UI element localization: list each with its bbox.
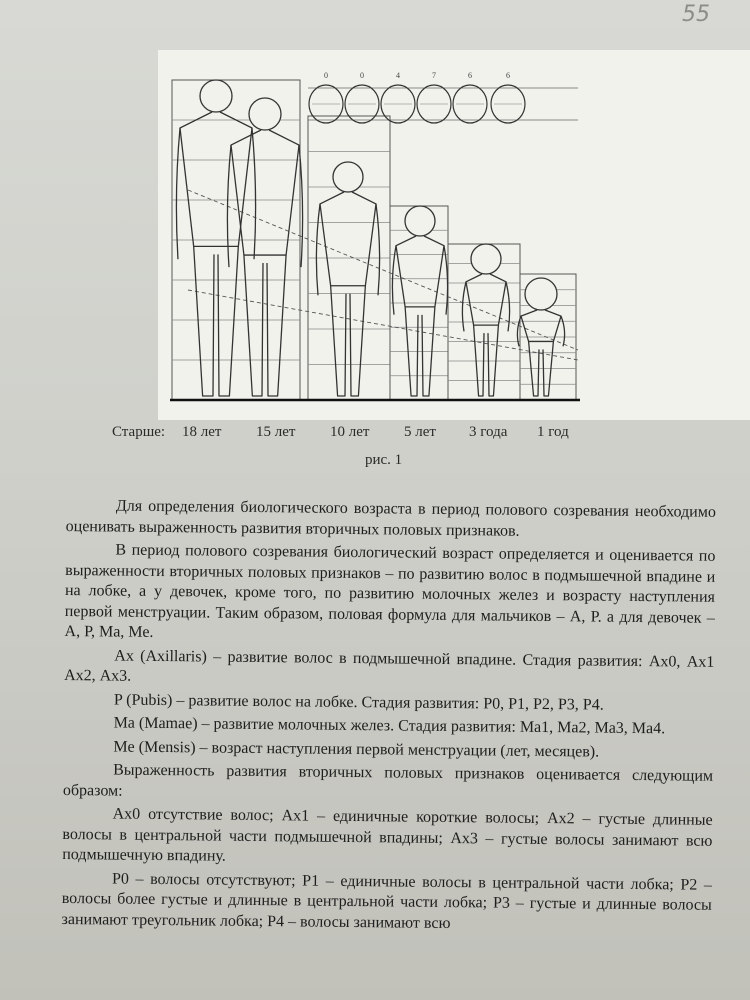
figure-torso bbox=[320, 192, 376, 286]
figure-arm bbox=[227, 145, 231, 267]
figure-leg bbox=[244, 255, 263, 396]
paragraph: Ma (Mamae) – развитие молочных желез. Стадия развития: Ма1, Ма2, Ма3, Ма4. bbox=[113, 714, 666, 738]
figure-leg bbox=[350, 286, 365, 396]
paragraph: Ах (Axillaris) – развитие волос в подмышечной впадине. Стадия развития: Ах0, Ах1 Ах2, Ах3. bbox=[64, 647, 715, 685]
paragraph: P (Pubis) – развитие волос на лобке. Стадия развития: Р0, Р1, Р2, Р3, Р4. bbox=[113, 691, 604, 714]
paragraph: Для определения биологического возраста в период полового созревания необходимо оценивать выраженность развития вторичных половых признаков. bbox=[65, 497, 716, 540]
figure-head bbox=[405, 206, 435, 236]
figure-head bbox=[471, 244, 501, 274]
paragraph: Ах0 отсутствие волос; Ах1 – единичные короткие волосы; Ах2 – густые длинные волосы в центральной части подмышечной впадины; Ах3 – густые волосы занимают всю подмышечную впадину. bbox=[62, 805, 713, 865]
age-label-3: 3 года bbox=[469, 424, 508, 440]
age-label-18: 18 лет bbox=[182, 424, 222, 440]
figure-leg bbox=[218, 246, 238, 396]
head-mark-label: 4 bbox=[396, 71, 400, 80]
figure-head bbox=[333, 162, 363, 192]
figure-torso bbox=[396, 236, 444, 307]
figure-caption: рис. 1 bbox=[365, 452, 403, 468]
figure-arm bbox=[444, 246, 448, 315]
figure-arm bbox=[561, 316, 565, 346]
figure-arm bbox=[176, 128, 180, 259]
paragraph: Me (Mensis) – возраст наступления первой менструации (лет, месяцев). bbox=[113, 738, 600, 761]
paragraph: В период полового созревания биологический возраст определяется и оценивается по выраженности вторичных половых признаков – по развитию волос в подмышечной впадине и на лобке, а у девочек, кроме того, по развитию молочных желез и возрасту наступления первой менструации. Таким образом, половая формула для мальчиков – А, Р. а для девочек – А, Р, Ма, Ме. bbox=[64, 541, 716, 641]
head-mark-label: 0 bbox=[324, 71, 328, 80]
paragraph: Выраженность развития вторичных половых признаков оценивается следующим образом: bbox=[62, 761, 714, 800]
figure-head bbox=[249, 98, 281, 130]
figure-arm bbox=[392, 246, 396, 315]
figure-leg bbox=[488, 325, 498, 396]
age-label-15: 15 лет bbox=[256, 424, 296, 440]
figure-arm bbox=[316, 204, 320, 295]
figure-leg bbox=[194, 246, 214, 396]
figure-torso bbox=[466, 274, 506, 325]
figure-leg bbox=[267, 255, 286, 396]
figure-illustration bbox=[158, 50, 750, 420]
figure-arm bbox=[506, 282, 510, 332]
figure-head bbox=[200, 80, 232, 112]
paragraph: Р0 – волосы отсутствуют; Р1 – единичные волосы в центральной части лобка; Р2 – волосы более густые и длинные в центральной части лобка; Р3 – густые и длинные волосы занимают треугольник лобка; Р4 – волосы занимают всю bbox=[61, 870, 713, 932]
figure-head bbox=[525, 278, 557, 310]
figure-arm bbox=[252, 128, 256, 259]
age-label-1: 1 год bbox=[537, 424, 569, 440]
figure-leg bbox=[474, 325, 484, 396]
head-mark-label: 6 bbox=[506, 71, 510, 80]
figure-torso bbox=[231, 130, 299, 255]
body-text bbox=[61, 496, 716, 937]
head-mark-label: 7 bbox=[432, 71, 436, 80]
age-label-5: 5 лет bbox=[404, 424, 436, 440]
figure-leg bbox=[331, 286, 346, 396]
age-prefix-label: Старше: bbox=[112, 424, 166, 440]
head-mark-label: 6 bbox=[468, 71, 472, 80]
age-labels-row bbox=[0, 424, 750, 446]
age-label-10: 10 лет bbox=[330, 424, 370, 440]
figure-torso bbox=[180, 112, 252, 246]
figure-arm bbox=[462, 282, 466, 332]
figure-arm bbox=[376, 204, 380, 295]
page-number: 55 bbox=[682, 2, 710, 27]
body-proportions-figure bbox=[158, 50, 750, 420]
head-mark-label: 0 bbox=[360, 71, 364, 80]
